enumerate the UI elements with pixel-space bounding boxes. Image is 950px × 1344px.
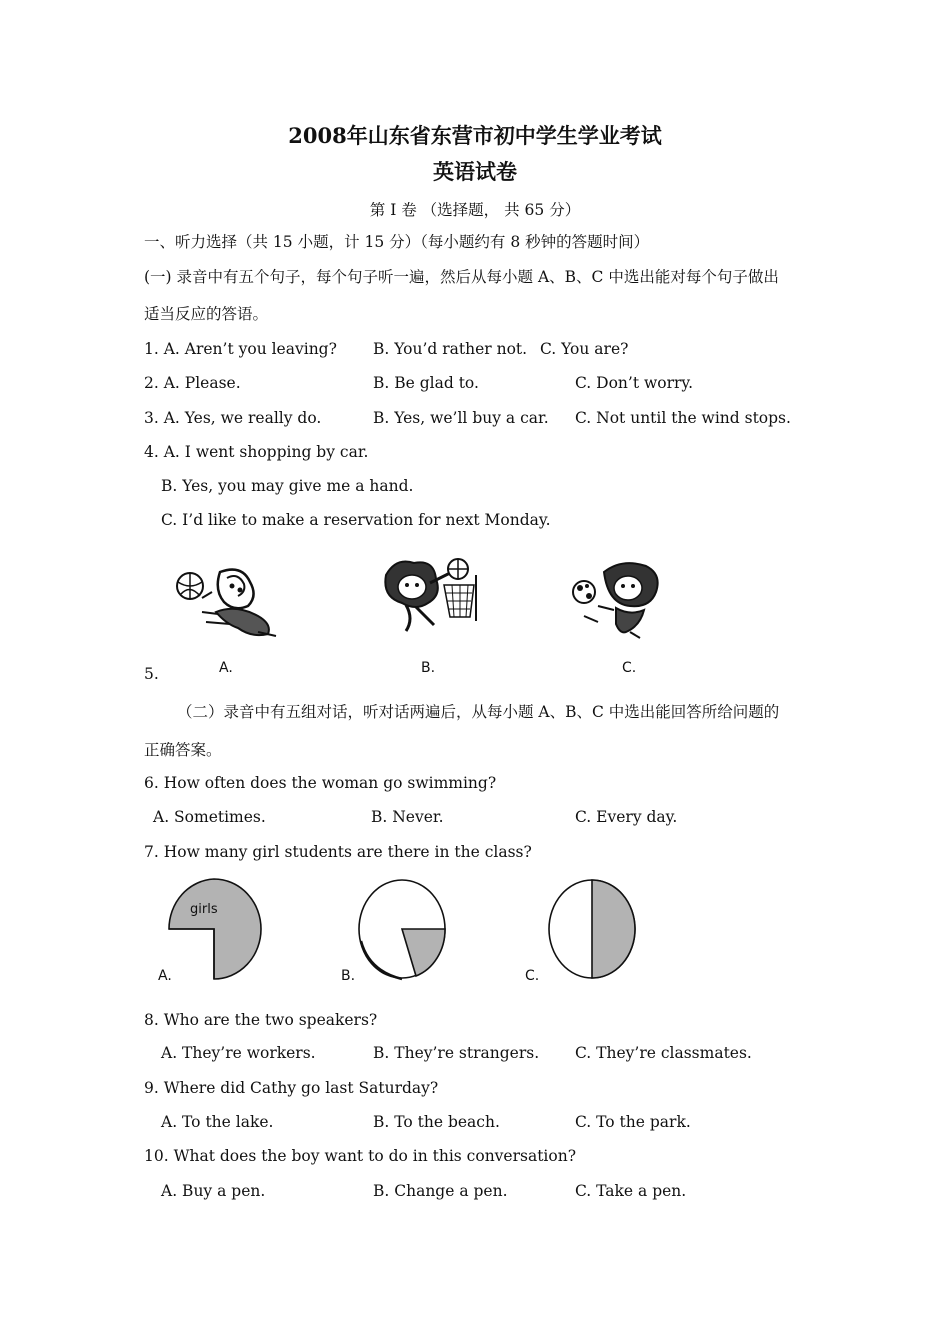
q6-question: 6. How often does the woman go swimming? (144, 774, 497, 792)
part1-instructions: (一) 录音中有五个句子，每个句子听一遍，然后从每小题 A、B、C 中选出能对每个句子做出 (144, 268, 779, 286)
q9-question: 9. Where did Cathy go last Saturday? (144, 1079, 439, 1097)
q7-pie-a (165, 878, 265, 982)
q10-option-b: B. Change a pen. (373, 1182, 508, 1200)
q3-option-c: C. Not until the wind stops. (575, 409, 791, 427)
part2-instructions-cont: 正确答案。 (144, 741, 222, 759)
q5-picture-c (570, 560, 670, 642)
q9-option-b: B. To the beach. (373, 1113, 500, 1131)
q5-number: 5. (144, 665, 159, 683)
q1-option-a: 1. A. Aren’t you leaving? (144, 340, 337, 358)
q8-option-b: B. They’re strangers. (373, 1044, 540, 1062)
q1-option-c: C. You are? (540, 340, 629, 358)
q2-option-b: B. Be glad to. (373, 374, 479, 392)
exam-title: 2008年山东省东营市初中学生学业考试 (288, 123, 662, 148)
part1-instructions-cont: 适当反应的答语。 (144, 305, 269, 323)
q1-option-b: B. You’d rather not. (373, 340, 528, 358)
q5-label-a: A. (219, 660, 233, 676)
q4-option-a: 4. A. I went shopping by car. (144, 443, 369, 461)
q8-option-a: A. They’re workers. (161, 1044, 316, 1062)
q6-option-a: A. Sometimes. (153, 808, 266, 826)
q3-option-b: B. Yes, we’ll buy a car. (373, 409, 549, 427)
q8-question: 8. Who are the two speakers? (144, 1011, 378, 1029)
exam-subtitle: 英语试卷 (433, 159, 517, 184)
q2-option-c: C. Don’t worry. (575, 374, 694, 392)
q7-label-b: B. (341, 968, 356, 984)
q7-label-c: C. (525, 968, 540, 984)
volume-heading: 第 I 卷 （选择题， 共 65 分） (369, 201, 581, 219)
q7-question: 7. How many girl students are there in the class? (144, 843, 532, 861)
q8-option-c: C. They’re classmates. (575, 1044, 752, 1062)
q2-option-a: 2. A. Please. (144, 374, 241, 392)
q4-option-c: C. I’d like to make a reservation for next Monday. (161, 511, 551, 529)
q5-picture-b (376, 555, 486, 639)
q9-option-a: A. To the lake. (161, 1113, 274, 1131)
q10-option-a: A. Buy a pen. (161, 1182, 266, 1200)
q5-picture-a (172, 562, 282, 644)
q9-option-c: C. To the park. (575, 1113, 691, 1131)
q5-label-c: C. (622, 660, 637, 676)
q6-option-b: B. Never. (371, 808, 444, 826)
section-heading: 一、听力选择（共 15 小题，计 15 分）（每小题约有 8 秒钟的答题时间） (144, 233, 650, 251)
q3-option-a: 3. A. Yes, we really do. (144, 409, 322, 427)
q10-option-c: C. Take a pen. (575, 1182, 687, 1200)
q7-pie-c (547, 879, 639, 981)
q5-label-b: B. (421, 660, 436, 676)
part2-instructions: （二）录音中有五组对话，听对话两遍后，从每小题 A、B、C 中选出能回答所给问题的 (177, 703, 780, 721)
q6-option-c: C. Every day. (575, 808, 678, 826)
q10-question: 10. What does the boy want to do in this conversation? (144, 1147, 577, 1165)
q7-pie-b (357, 879, 449, 981)
q4-option-b: B. Yes, you may give me a hand. (161, 477, 414, 495)
q7-girls-label: girls (190, 902, 218, 917)
q7-label-a: A. (158, 968, 172, 984)
